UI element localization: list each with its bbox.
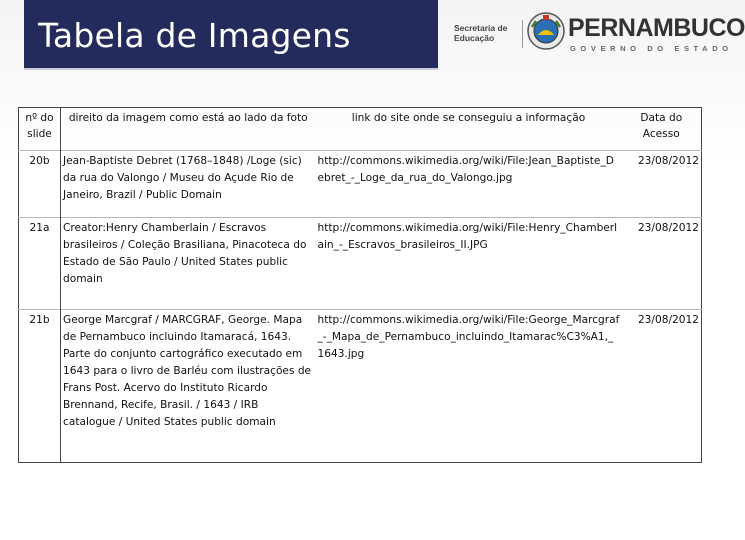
table-row [19, 151, 702, 218]
header-description: direito da imagem como está ao lado da foto [61, 108, 316, 151]
row-date: 23/08/2012 [622, 310, 702, 463]
secretaria-line-1: Secretaria de [454, 23, 508, 33]
slide-header [0, 0, 745, 72]
state-seal-icon [526, 11, 566, 51]
row-date: 23/08/2012 [622, 151, 702, 218]
row-description: Jean-Baptiste Debret (1768–1848) /Loge (sic) da rua do Valongo / Museu do Açude Rio de Janeiro, Brazil / Public Domain [61, 151, 316, 218]
slide-title: Tabela de Imagens [38, 16, 351, 55]
government-logo [452, 8, 745, 58]
header-link: link do site onde se conseguiu a informação [351, 112, 586, 124]
row-slide-number: 21b [19, 310, 61, 463]
header-slide-number: nº do slide [25, 112, 54, 140]
brand-name: PERNAMBUCO [568, 14, 745, 42]
row-link[interactable]: http://commons.wikimedia.org/wiki/File:George_Marcgraf_-_Mapa_de_Pernambuco_incluindo_Itamarac%C3%A1,_1643.jpg [316, 310, 622, 463]
row-date: 23/08/2012 [622, 218, 702, 310]
table-header-row [19, 108, 702, 151]
row-link[interactable]: http://commons.wikimedia.org/wiki/File:Henry_Chamberlain_-_Escravos_brasileiros_II.JPG [316, 218, 622, 310]
title-banner [24, 0, 438, 70]
secretaria-label [454, 23, 520, 43]
row-description: George Marcgraf / MARCGRAF, George. Mapa de Pernambuco incluindo Itamaracá, 1643. Parte do conjunto cartográfico executado em 1643 para o livro de Barléu com ilustrações de Frans Post. Acervo do Instituto Ricardo Brennand, Recife, Brasil. / 1643 / IRB catalogue / United States public domain [61, 310, 316, 463]
row-slide-number: 21a [19, 218, 61, 310]
header-date: Data do Acesso [640, 112, 683, 140]
logo-divider [522, 20, 523, 48]
row-slide-number: 20b [19, 151, 61, 218]
table-row [19, 218, 702, 310]
row-description: Creator:Henry Chamberlain / Escravos brasileiros / Coleção Brasiliana, Pinacoteca do Estado de São Paulo / United States public domain [61, 218, 316, 310]
brand-subtitle: GOVERNO DO ESTADO [570, 44, 733, 53]
image-table [18, 107, 702, 463]
row-link[interactable]: http://commons.wikimedia.org/wiki/File:Jean_Baptiste_Debret_-_Loge_da_rua_do_Valongo.jpg [316, 151, 622, 218]
table-row [19, 310, 702, 463]
secretaria-line-2: Educação [454, 33, 495, 43]
